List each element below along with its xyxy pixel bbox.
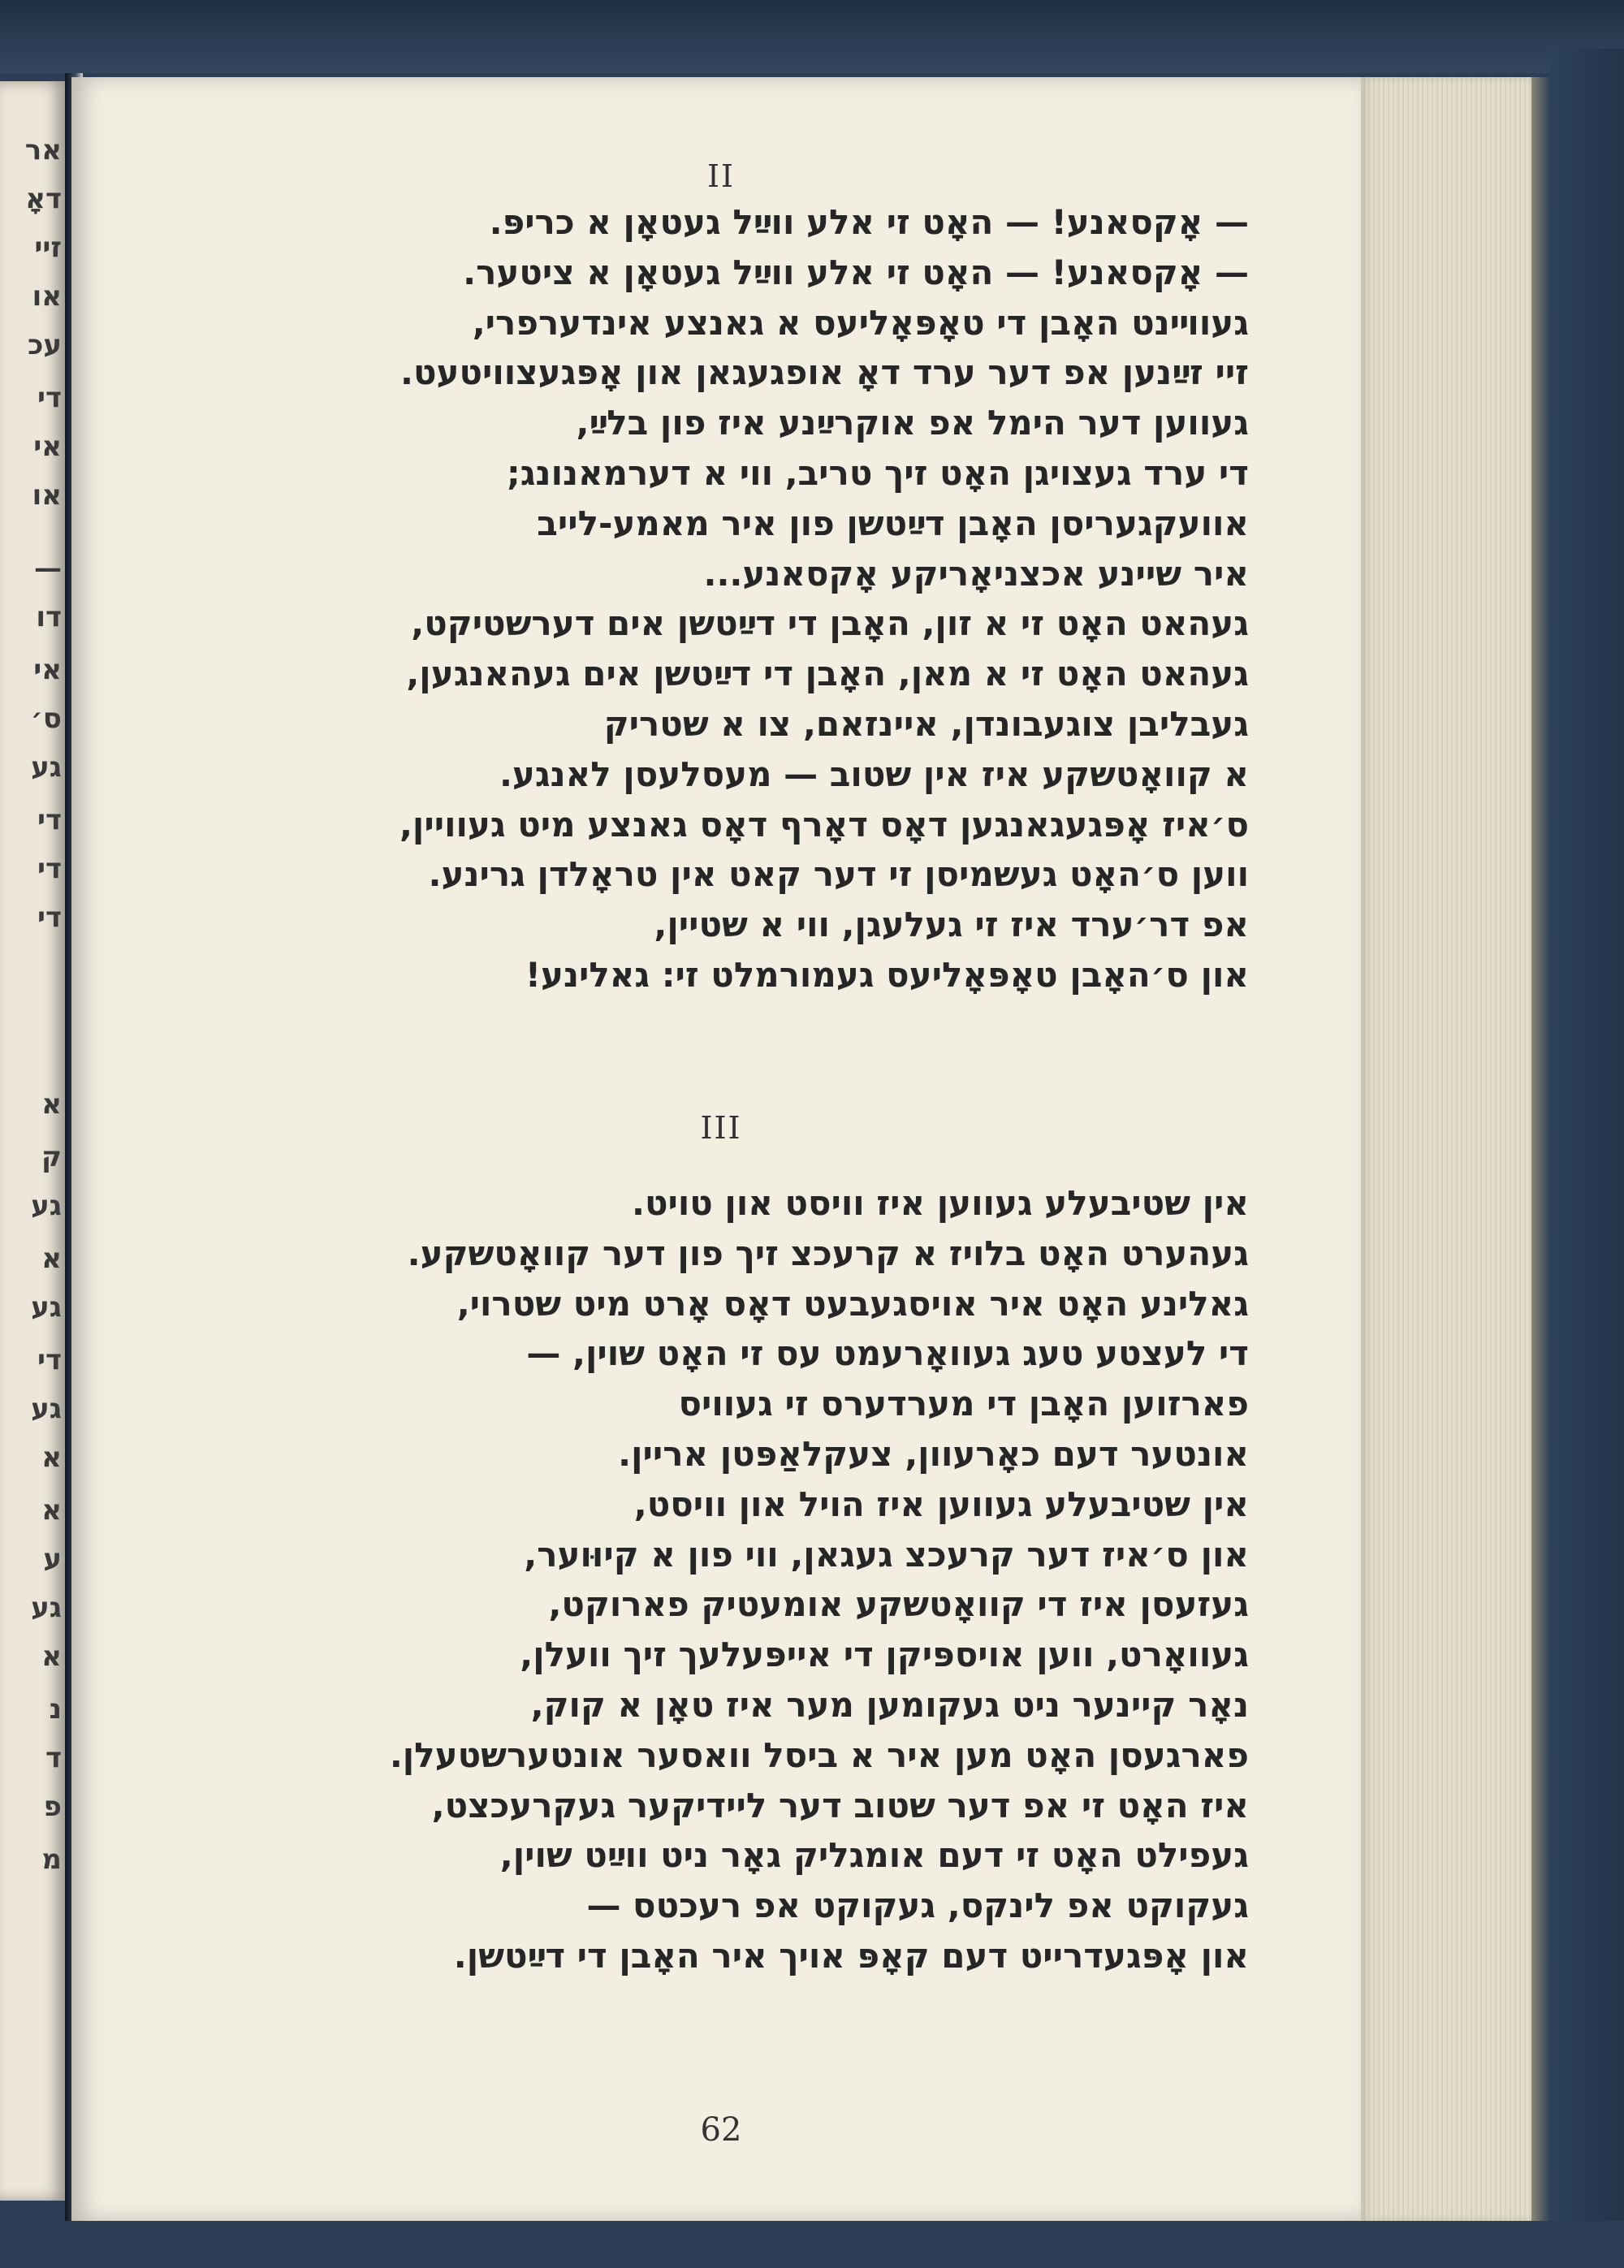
- poem-line: געווײנט האָבן די טאָפּאָליעס א גאנצע אינדערפרי,: [472, 302, 1249, 343]
- previous-page-text-fragment: א: [41, 1088, 62, 1121]
- previous-page-text-fragment: דאָ: [25, 183, 62, 215]
- book-binding-top: [0, 0, 1624, 73]
- book-cover-edge: [1551, 49, 1624, 2268]
- poem-line: געוואָרט, ווען אויספּיקן די אייפּעלעך זיך וועלן,: [520, 1635, 1249, 1675]
- previous-page-text-fragment: דו: [36, 601, 62, 633]
- poem-line: גאלינע האָט איר אויסגעבעט דאָס אָרט מיט שטרוי,: [456, 1283, 1249, 1324]
- previous-page-text-fragment: א: [41, 1640, 62, 1673]
- poem-line: און אָפּגעדרייט דעם קאָפּ אויך איר האָבן די דײַטשן.: [453, 1935, 1249, 1976]
- previous-page-text-fragment: אר: [24, 134, 62, 166]
- previous-page-edge: [0, 81, 65, 2201]
- previous-page-text-fragment: די: [37, 1344, 62, 1376]
- previous-page-text-fragment: או: [32, 479, 62, 512]
- previous-page-text-fragment: די: [37, 382, 62, 414]
- section-heading-ii: II: [706, 158, 736, 194]
- previous-page-text-fragment: מ: [41, 1843, 62, 1876]
- previous-page-text-fragment: עכ: [28, 329, 62, 361]
- poem-line: איר שיינע אכצניאָריקע אָקסאנע...: [703, 553, 1249, 594]
- poem-line: אין שטיבעלע געווען איז וויסט און טויט.: [632, 1183, 1249, 1223]
- book-page: [71, 77, 1361, 2221]
- poem-line: געהערט האָט בלויז א קרעכצ זיך פון דער קוואָטשקע.: [407, 1233, 1249, 1273]
- section-heading-iii: III: [700, 1110, 742, 1146]
- previous-page-text-fragment: די: [37, 804, 62, 836]
- poem-line: אונטער דעם כאָרעוון, צעקלאַפּטן אריין.: [618, 1433, 1249, 1474]
- previous-page-text-fragment: די: [37, 853, 62, 885]
- poem-line: נאָר קיינער ניט געקומען מער איז טאָן א קוק,: [530, 1684, 1249, 1725]
- previous-page-text-fragment: גע: [31, 1291, 62, 1324]
- poem-line: די ערד געצויגן האָט זיך טריב, ווי א דערמאנונג;: [507, 452, 1249, 493]
- poem-line: געזעסן איז די קוואָטשקע אומעטיק פארוקט,: [548, 1584, 1249, 1625]
- poem-line: ס׳איז אָפּגעגאנגען דאָס דאָרף דאָס גאנצע מיט געוויין,: [399, 804, 1249, 845]
- poem-line: אין שטיבעלע געווען איז הויל און וויסט,: [633, 1484, 1249, 1524]
- previous-page-text-fragment: ע: [43, 1543, 62, 1575]
- previous-page-text-fragment: ד: [45, 1742, 62, 1774]
- poem-line: — אָקסאנע! — האָט זי אלע ווײַל געטאָן א כריפּ.: [489, 202, 1249, 242]
- previous-page-text-fragment: א: [41, 1242, 62, 1275]
- previous-page-text-fragment: גע: [31, 751, 62, 784]
- previous-page-text-fragment: —: [34, 552, 62, 585]
- previous-page-text-fragment: אי: [33, 430, 62, 463]
- previous-page-text-fragment: זיי: [34, 231, 62, 264]
- poem-line: די לעצטע טעג געוואָרעמט עס זי האָט שוין, —: [526, 1333, 1249, 1374]
- poem-line: געהאט האָט זי א מאן, האָבן די דײַטשן אים געהאנגען,: [406, 654, 1249, 694]
- poem-line: א קוואָטשקע איז אין שטוב — מעסלעסן לאנגע.: [499, 754, 1249, 794]
- poem-line: — אָקסאנע! — האָט זי אלע ווײַל געטאָן א ציטער.: [463, 252, 1249, 292]
- previous-page-text-fragment: א: [41, 1494, 62, 1527]
- poem-line: געהאט האָט זי א זון, האָבן די דײַטשן אים דערשטיקט,: [411, 603, 1249, 644]
- previous-page-text-fragment: או: [32, 280, 62, 313]
- page-fore-edge: [1361, 77, 1531, 2221]
- previous-page-text-fragment: אי: [33, 654, 62, 686]
- poem-line: געבליבן צוגעבונדן, איינזאם, צו א שטריק: [603, 703, 1249, 744]
- poem-line: און ס׳האָבן טאָפּאָליעס געמורמלט זי: גאלינע!: [525, 954, 1249, 995]
- previous-page-text-fragment: גע: [31, 1393, 62, 1425]
- poem-line: איז האָט זי אפ דער שטוב דער ליידיקער געקרעכצט,: [431, 1785, 1249, 1825]
- poem-line: געקוקט אפ לינקס, געקוקט אפ רעכטס —: [586, 1886, 1249, 1926]
- poem-line: געווען דער הימל אפ אוקרײַנע איז פון בלײַ,: [576, 403, 1249, 443]
- previous-page-text-fragment: די: [37, 901, 62, 934]
- previous-page-text-fragment: גע: [31, 1592, 62, 1624]
- previous-page-text-fragment: גע: [31, 1190, 62, 1222]
- poem-line: פארגעסן האָט מען איר א ביסל וואסער אונטערשטעלן.: [389, 1734, 1249, 1775]
- previous-page-text-fragment: א: [41, 1441, 62, 1474]
- poem-line: געפילט האָט זי דעם אומגליק גאָר ניט ווײַט שוין,: [499, 1835, 1249, 1876]
- poem-line: ווען ס׳האָט געשמיסן זי דער קאט אין טראָלדן גרינע.: [428, 854, 1249, 895]
- book-binding-bottom: [0, 2221, 1624, 2268]
- poem-line: זיי זײַנען אפ דער ערד דאָ אופגעגאן און אָפּגעצוויטעט.: [400, 352, 1249, 393]
- previous-page-text-fragment: פ: [43, 1791, 62, 1823]
- fore-edge-shadow: [1531, 77, 1551, 2221]
- poem-section-iii: [299, 1178, 1249, 1981]
- previous-page-text-fragment: נ: [49, 1693, 62, 1726]
- poem-section-ii: [299, 197, 1249, 1000]
- poem-line: פארזוען האָבן די מערדערס זי געוויס: [678, 1384, 1249, 1424]
- previous-page-text-fragment: ק: [41, 1141, 62, 1173]
- poem-line: אפ דר׳ערד איז זי געלעגן, ווי א שטיין,: [654, 905, 1249, 945]
- poem-line: און ס׳איז דער קרעכצ געגאן, ווי פון א קיוּוער,: [524, 1534, 1249, 1575]
- page-number: 62: [700, 2111, 742, 2149]
- previous-page-text-fragment: ס׳: [30, 702, 62, 735]
- poem-line: אוועקגעריסן האָבן דײַטשן פון איר מאמע-לייב: [537, 503, 1249, 543]
